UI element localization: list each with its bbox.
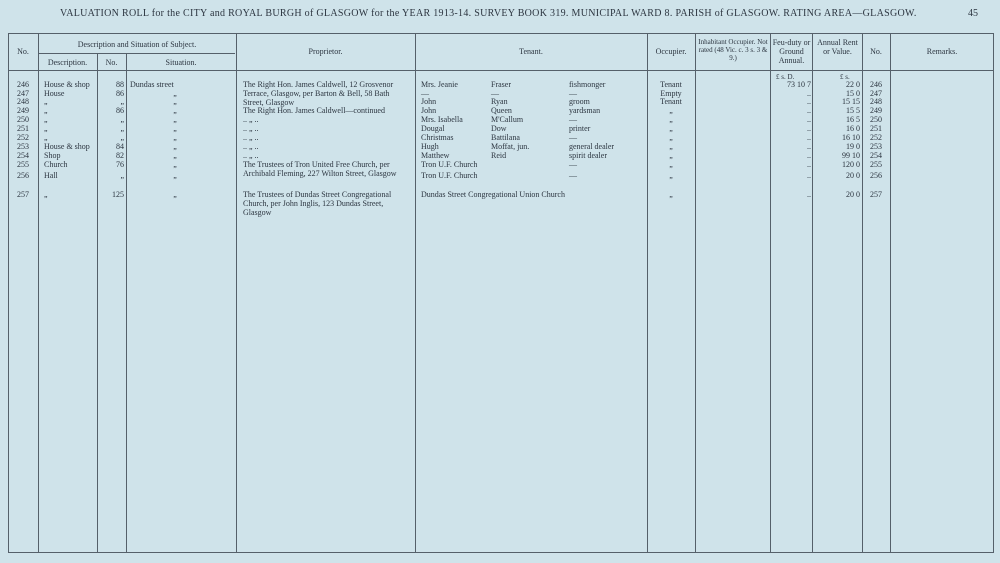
row-feu: .. [807,124,811,133]
row-rent: 120 0 [842,160,860,169]
row-occupier: „ [669,106,673,115]
row-rent: 99 10 [842,151,860,160]
row-feu: 73 10 7 [787,80,811,89]
row-number-repeat: 247 [870,89,882,98]
row-feu: .. [807,133,811,142]
row-house-number: 86 [116,106,124,115]
column-divider [38,33,39,553]
row-tenant-occupation: — [569,171,577,180]
row-occupier: „ [669,171,673,180]
row-tenant-last: Queen [491,106,512,115]
header-rule [8,70,994,71]
row-number: 251 [17,124,29,133]
column-divider [236,33,237,553]
col-situation: Situation. [165,58,197,67]
row-house-number: 82 [116,151,124,160]
row-proprietor: .. „ .. [243,124,259,133]
row-number-repeat: 246 [870,80,882,89]
row-tenant-last: Moffat, jun. [491,142,530,151]
row-house-number: 88 [116,80,124,89]
row-rent: 15 0 [846,89,860,98]
row-tenant-first: John [421,106,437,115]
col-no2: No. [870,47,882,56]
row-tenant-first: Dougal [421,124,445,133]
col-no: No. [17,47,29,56]
row-situation: „ [173,171,177,180]
column-divider [126,53,127,553]
row-number-repeat: 253 [870,142,882,151]
row-description: House & shop [44,142,90,151]
row-proprietor: The Trustees of Tron United Free Church, per Archibald Fleming, 227 Wilton Street, Glasgow [243,160,397,178]
row-tenant-last: Ryan [491,97,508,106]
row-situation: „ [173,133,177,142]
col-occupier: Occupier. [655,47,687,56]
row-rent: 20 0 [846,171,860,180]
col-tenant: Tenant. [519,47,543,56]
row-feu: .. [807,106,811,115]
col-inhabitant: Inhabitant Occupier. Not rated (48 Vic. c. 3 s. 3 & 9.) [698,38,768,62]
row-tenant-last: Battilana [491,133,520,142]
row-tenant-occupation: fishmonger [569,80,606,89]
rent-currency: £ s. [840,73,850,81]
row-rent: 15 5 [846,106,860,115]
row-house-number: 76 [116,160,124,169]
row-proprietor: The Right Hon. James Caldwell, 12 Grosvenor Terrace, Glasgow, per Barton & Bell, 58 Bath Street, Glasgow [243,80,394,107]
row-rent: 16 5 [846,115,860,124]
row-number: 249 [17,106,29,115]
row-tenant-occupation: groom [569,97,590,106]
row-number: 255 [17,160,29,169]
col-remarks: Remarks. [926,47,958,56]
column-divider [695,33,696,553]
row-tenant-first: — [421,89,429,98]
row-number-repeat: 250 [870,115,882,124]
col-feu: Feu-duty or Ground Annual. [772,38,811,65]
row-situation: Dundas street [130,80,174,89]
row-tenant-last: Reid [491,151,507,160]
row-occupier: „ [669,133,673,142]
column-divider [890,33,891,553]
row-tenant-first: Tron U.F. Church [421,160,478,169]
row-description: „ [44,115,48,124]
row-number-repeat: 249 [870,106,882,115]
row-proprietor: The Right Hon. James Caldwell—continued [243,106,385,115]
row-tenant-first: John [421,97,437,106]
row-number-repeat: 252 [870,133,882,142]
row-house-number: „ [120,133,124,142]
col-rent: Annual Rent or Value. [817,38,858,56]
row-number: 254 [17,151,29,160]
row-proprietor: The Trustees of Dundas Street Congregational Church, per John Inglis, 123 Dundas Street, Glasgow [243,190,392,217]
row-proprietor: .. „ .. [243,133,259,142]
row-house-number: „ [120,115,124,124]
row-house-number: 125 [112,190,124,199]
row-number: 252 [17,133,29,142]
row-feu: .. [807,142,811,151]
row-tenant-first: Mrs. Isabella [421,115,463,124]
row-situation: „ [173,190,177,199]
row-feu: .. [807,160,811,169]
row-feu: .. [807,89,811,98]
column-divider [415,33,416,553]
row-occupier: „ [669,151,673,160]
row-number-repeat: 256 [870,171,882,180]
row-feu: .. [807,115,811,124]
row-tenant-first: Christmas [421,133,454,142]
row-proprietor: .. „ .. [243,142,259,151]
row-tenant-occupation: — [569,115,577,124]
row-tenant-occupation: — [569,160,577,169]
row-description: Church [44,160,68,169]
row-tenant-occupation: general dealer [569,142,615,151]
row-tenant-first: Tron U.F. Church [421,171,478,180]
row-house-number: „ [120,171,124,180]
row-tenant-occupation: — [569,133,577,142]
row-house-number: 86 [116,89,124,98]
row-occupier: „ [669,115,673,124]
row-tenant-occupation: yardsman [569,106,601,115]
row-feu: .. [807,151,811,160]
row-proprietor: .. „ .. [243,151,259,160]
row-number: 253 [17,142,29,151]
row-description: „ [44,190,48,199]
col-description: Description. [47,58,88,67]
row-number: 257 [17,190,29,199]
row-description: „ [44,124,48,133]
row-description: Shop [44,151,61,160]
row-feu: .. [807,97,811,106]
row-situation: „ [173,142,177,151]
row-description: House & shop [44,80,90,89]
row-feu: .. [807,190,811,199]
row-situation: „ [173,106,177,115]
row-rent: 20 0 [846,190,860,199]
row-occupier: Tenant [660,97,682,106]
row-situation: „ [173,151,177,160]
feu-currency: £ s. D. [776,73,795,81]
row-situation: „ [173,115,177,124]
row-occupier: Tenant [660,80,682,89]
row-situation: „ [173,124,177,133]
col-house-no: No. [105,58,118,67]
subheader-rule [38,53,235,54]
row-house-number: „ [120,97,124,106]
row-tenant-first: Dundas Street Congregational Union Church [421,190,565,199]
row-number: 246 [17,80,29,89]
row-tenant-last: Fraser [491,80,511,89]
row-number: 250 [17,115,29,124]
row-tenant-occupation: — [569,89,577,98]
row-occupier: „ [669,190,673,199]
row-proprietor: .. „ .. [243,115,259,124]
row-tenant-last: M'Callum [491,115,524,124]
row-number-repeat: 248 [870,97,882,106]
row-rent: 16 0 [846,124,860,133]
page-header-title: VALUATION ROLL for the CITY and ROYAL BURGH of GLASGOW for the YEAR 1913-14. SURVEY BOOK 319. MUNICIPAL WARD 8. PARISH of GLASGOW. RATING AREA—GLASGOW. [60,8,917,19]
row-occupier: „ [669,160,673,169]
row-occupier: „ [669,142,673,151]
row-occupier: „ [669,124,673,133]
row-description: „ [44,97,48,106]
row-number-repeat: 255 [870,160,882,169]
row-tenant-occupation: printer [569,124,591,133]
row-situation: „ [173,89,177,98]
row-house-number: 84 [116,142,124,151]
row-number-repeat: 254 [870,151,882,160]
page-number: 45 [968,8,978,19]
row-occupier: Empty [660,89,682,98]
col-desc-group: Description and Situation of Subject. [77,40,197,49]
row-description: „ [44,133,48,142]
row-house-number: „ [120,124,124,133]
row-tenant-first: Hugh [421,142,439,151]
row-rent: 15 15 [842,97,860,106]
row-rent: 16 10 [842,133,860,142]
row-description: „ [44,106,48,115]
row-description: Hall [44,171,58,180]
row-rent: 22 0 [846,80,860,89]
row-tenant-last: — [491,89,499,98]
row-tenant-first: Matthew [421,151,450,160]
row-number: 247 [17,89,29,98]
row-feu: .. [807,171,811,180]
row-situation: „ [173,160,177,169]
row-tenant-occupation: spirit dealer [569,151,607,160]
row-number: 256 [17,171,29,180]
row-tenant-first: Mrs. Jeanie [421,80,458,89]
row-description: House [44,89,65,98]
row-number: 248 [17,97,29,106]
row-number-repeat: 257 [870,190,882,199]
row-situation: „ [173,97,177,106]
row-tenant-last: Dow [491,124,507,133]
row-rent: 19 0 [846,142,860,151]
row-number-repeat: 251 [870,124,882,133]
col-proprietor: Proprietor. [308,47,343,56]
